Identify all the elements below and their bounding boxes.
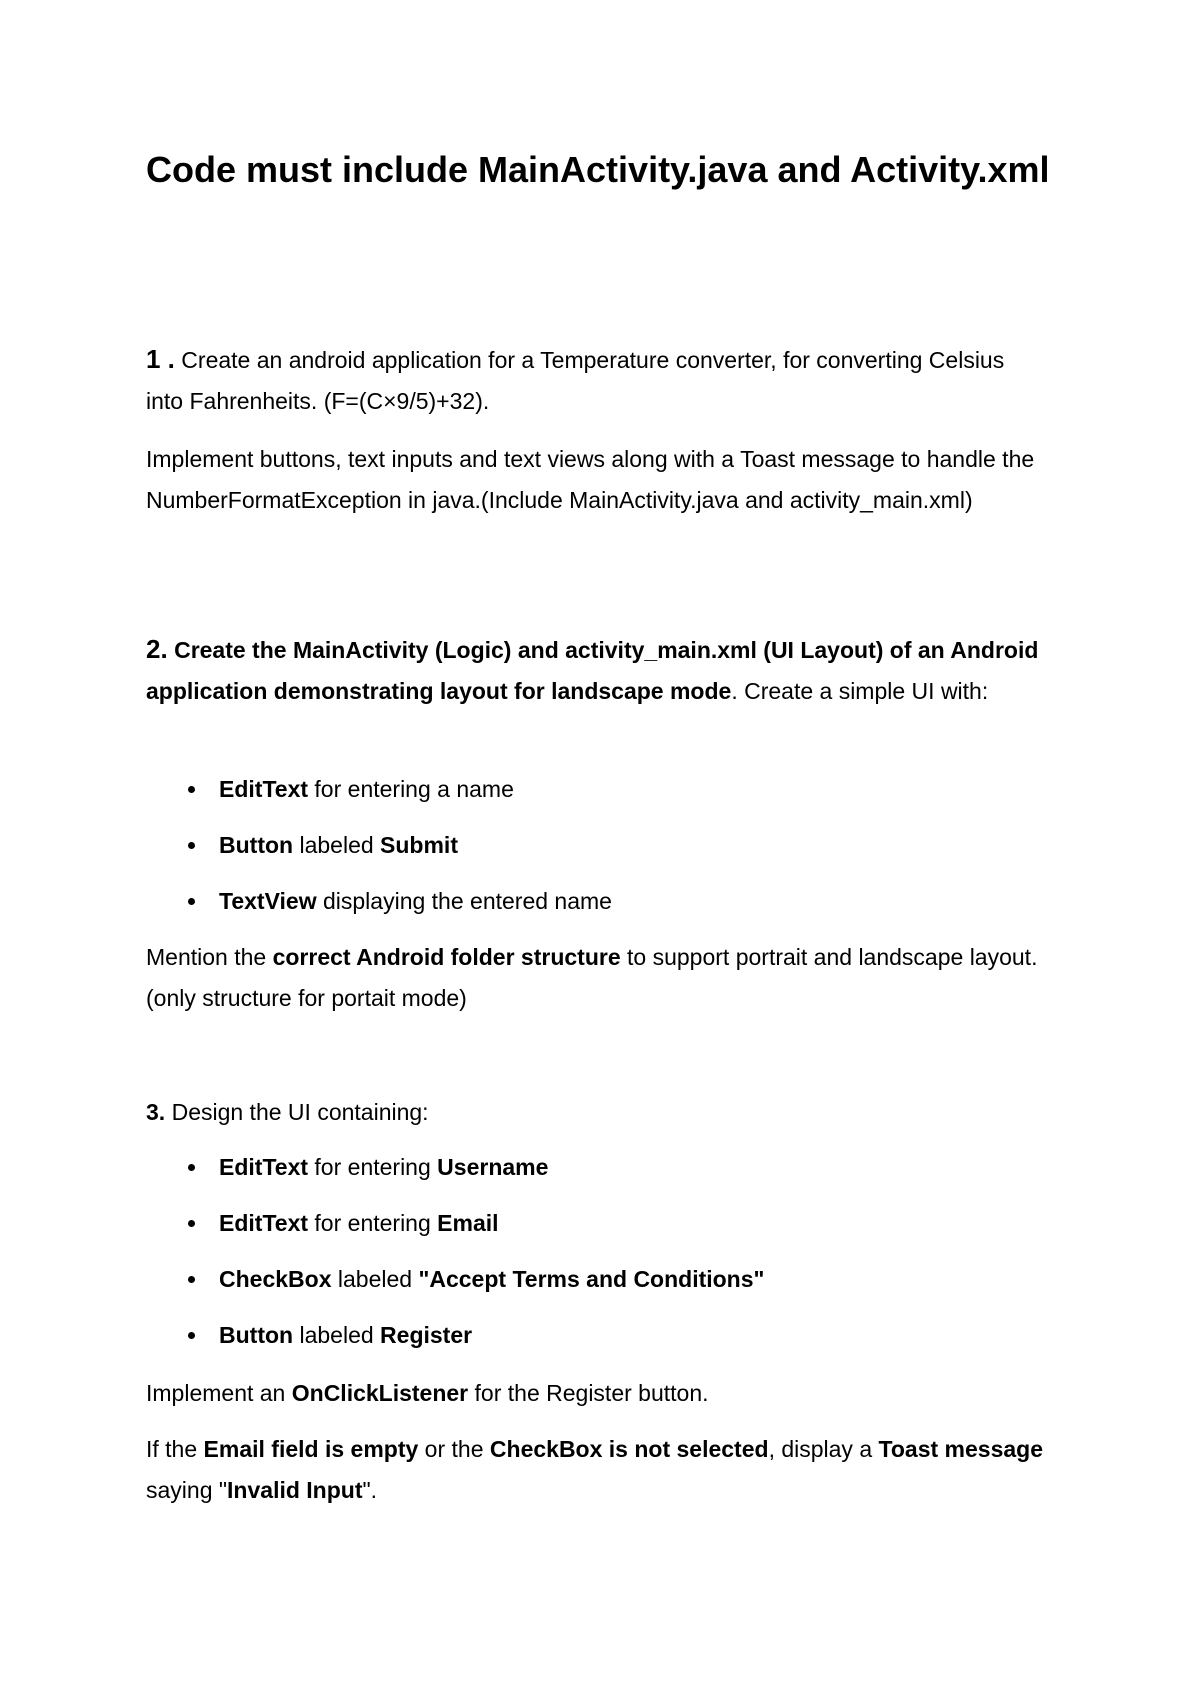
list-item	[146, 881, 1046, 937]
impl-bold: OnClickListener	[291, 1380, 469, 1406]
bullet-term: EditText	[219, 776, 309, 802]
cond-text: or the	[418, 1436, 490, 1462]
q1-statement	[146, 339, 1046, 422]
q2-number: 2.	[146, 634, 168, 664]
cond-bold: Invalid Input	[227, 1477, 363, 1503]
bullet-term: EditText	[219, 1210, 309, 1236]
q2-intro-bold: Create the MainActivity (Logic) and activity_main.xml (UI Layout) of an Android application demonstrating layout for landscape mode	[146, 637, 1039, 704]
q3-intro: Design the UI containing:	[165, 1099, 429, 1125]
q3-condition	[146, 1429, 1046, 1511]
list-item	[146, 825, 1046, 881]
cond-bold: CheckBox is not selected	[489, 1436, 769, 1462]
q2-intro-rest: . Create a simple UI with:	[731, 678, 989, 704]
bullet-icon	[188, 898, 195, 905]
bullet-icon	[188, 1276, 195, 1283]
bullet-value: "Accept Terms and Conditions"	[418, 1266, 765, 1292]
list-item	[146, 1315, 1046, 1371]
list-item	[146, 1147, 1046, 1203]
bullet-value: Email	[437, 1210, 499, 1236]
q1-number: 1 .	[146, 344, 175, 374]
bullet-text: displaying the entered name	[316, 888, 612, 914]
bullet-icon	[188, 842, 195, 849]
bullet-value: Submit	[380, 832, 458, 858]
cond-text: , display a	[768, 1436, 879, 1462]
bullet-icon	[188, 1332, 195, 1339]
note-text: Mention the	[146, 944, 273, 970]
cond-text: If the	[146, 1436, 204, 1462]
bullet-term: EditText	[219, 1154, 309, 1180]
list-item	[146, 1203, 1046, 1259]
cond-text: ".	[362, 1477, 378, 1503]
cond-bold: Email field is empty	[203, 1436, 419, 1462]
impl-text: Implement an	[146, 1380, 292, 1406]
bullet-text: for entering a name	[308, 776, 514, 802]
page-title: Code must include MainActivity.java and Activity.xml	[146, 149, 1050, 190]
q2-bullet-list	[146, 769, 1046, 937]
bullet-text: labeled	[331, 1266, 419, 1292]
bullet-value: Username	[437, 1154, 549, 1180]
q3-number: 3.	[146, 1099, 166, 1125]
impl-text-end: for the Register button.	[468, 1380, 709, 1406]
list-item	[146, 769, 1046, 825]
q1-text: Create an android application for a Temperature converter, for converting Celsius into Fahrenheits. (F=(C×9/5)+32).	[146, 347, 1005, 414]
bullet-term: Button	[219, 832, 294, 858]
bullet-icon	[188, 1164, 195, 1171]
bullet-text: labeled	[293, 832, 381, 858]
list-item	[146, 1259, 1046, 1315]
cond-text: saying "	[146, 1477, 228, 1503]
bullet-icon	[188, 1220, 195, 1227]
bullet-value: Register	[380, 1322, 473, 1348]
q3-implementation	[146, 1373, 1046, 1414]
bullet-term: Button	[219, 1322, 294, 1348]
q3-statement	[146, 1092, 1046, 1133]
bullet-term: CheckBox	[219, 1266, 332, 1292]
bullet-icon	[188, 786, 195, 793]
note-bold: correct Android folder structure	[272, 944, 621, 970]
bullet-text: for entering	[308, 1210, 438, 1236]
q2-folder-note	[146, 937, 1046, 1019]
q2-statement	[146, 629, 1046, 712]
bullet-text: labeled	[293, 1322, 381, 1348]
q1-requirements: Implement buttons, text inputs and text views along with a Toast message to handle the NumberFormatException in java.(Include MainActivity.java and activity_main.xml)	[146, 446, 1035, 513]
note-text-end: to support portrait and landscape layout.(only structure for portait mode)	[146, 944, 1038, 1011]
bullet-text: for entering	[308, 1154, 438, 1180]
cond-bold: Toast message	[878, 1436, 1043, 1462]
bullet-term: TextView	[219, 888, 317, 914]
q3-bullet-list	[146, 1147, 1046, 1371]
